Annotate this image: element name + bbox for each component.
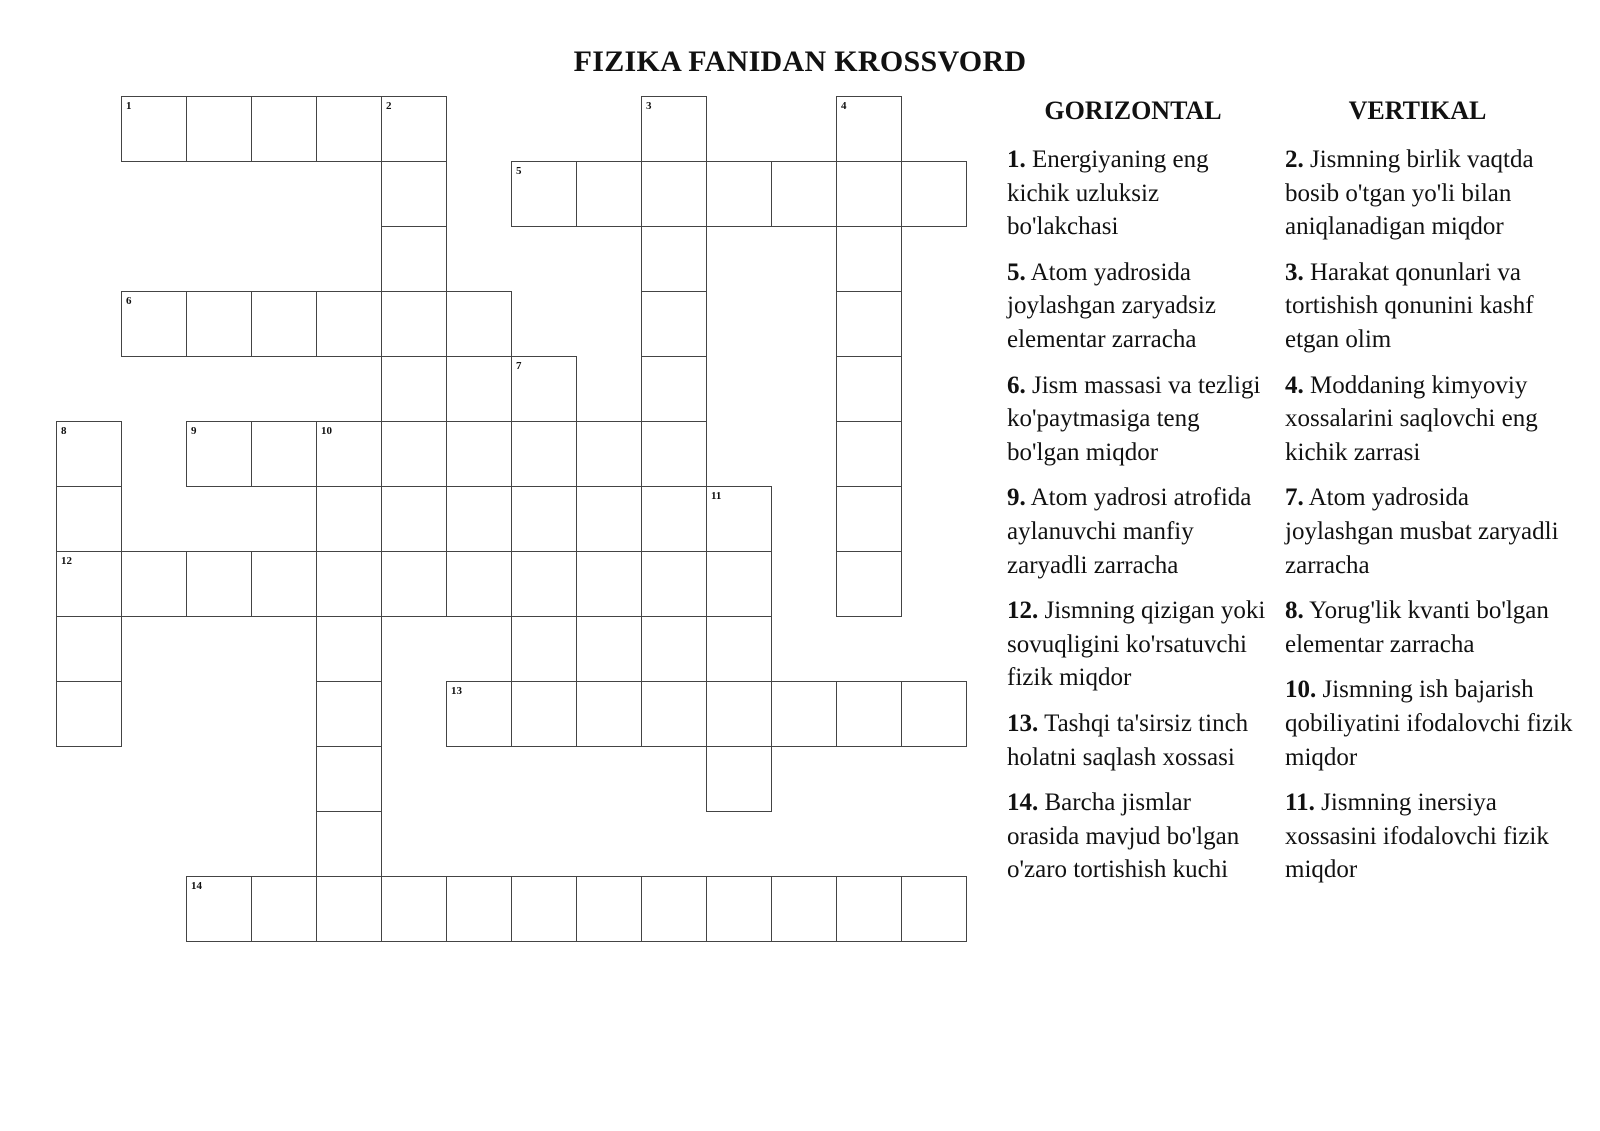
- grid-cell[interactable]: [771, 161, 837, 227]
- grid-cell[interactable]: [641, 161, 707, 227]
- grid-cell[interactable]: [641, 356, 707, 422]
- grid-cell[interactable]: [706, 161, 772, 227]
- cell-number: 2: [386, 100, 392, 112]
- grid-cell[interactable]: [251, 421, 317, 487]
- grid-cell[interactable]: [186, 96, 252, 162]
- cell-number: 9: [191, 425, 197, 437]
- across-clue: [1007, 786, 1269, 887]
- grid-cell[interactable]: [576, 486, 642, 552]
- grid-cell[interactable]: [511, 681, 577, 747]
- grid-cell[interactable]: [576, 616, 642, 682]
- grid-cell[interactable]: [381, 551, 447, 617]
- grid-cell[interactable]: [706, 616, 772, 682]
- clue-text: Atom yadrosida joylashgan zaryadsiz elementar zarracha: [1007, 258, 1216, 353]
- grid-cell[interactable]: [446, 356, 512, 422]
- grid-cell[interactable]: [446, 291, 512, 357]
- cell-number: 5: [516, 165, 522, 177]
- grid-cell[interactable]: [836, 356, 902, 422]
- down-clue: [1285, 786, 1575, 887]
- grid-cell[interactable]: [641, 291, 707, 357]
- clue-text: Energiyaning eng kichik uzluksiz bo'lakchasi: [1007, 146, 1209, 241]
- grid-cell[interactable]: [316, 291, 382, 357]
- grid-cell[interactable]: [576, 421, 642, 487]
- grid-cell[interactable]: [381, 421, 447, 487]
- down-clue: [1285, 256, 1575, 357]
- down-clue: [1285, 369, 1575, 470]
- clue-text: Jism massasi va tezligi ko'paytmasiga teng bo'lgan miqdor: [1007, 371, 1261, 466]
- grid-cell[interactable]: [316, 681, 382, 747]
- page-title: FIZIKA FANIDAN KROSSVORD: [573, 45, 1027, 78]
- clue-text: Barcha jismlar orasida mavjud bo'lgan o'zaro tortishish kuchi: [1007, 789, 1240, 884]
- grid-cell[interactable]: [121, 551, 187, 617]
- grid-cell[interactable]: [381, 356, 447, 422]
- grid-cell[interactable]: [381, 291, 447, 357]
- grid-cell[interactable]: [446, 421, 512, 487]
- clue-text: Moddaning kimyoviy xossalarini saqlovchi eng kichik zarrasi: [1285, 371, 1538, 466]
- grid-cell[interactable]: [836, 226, 902, 292]
- across-clue: [1007, 369, 1269, 470]
- grid-cell[interactable]: [576, 681, 642, 747]
- grid-cell[interactable]: [901, 161, 967, 227]
- grid-cell[interactable]: [511, 551, 577, 617]
- grid-cell[interactable]: [446, 876, 512, 942]
- grid-cell[interactable]: [771, 876, 837, 942]
- cell-number: 3: [646, 100, 652, 112]
- clue-number: 8.: [1285, 597, 1304, 625]
- clue-text: Jismning inersiya xossasini ifodalovchi fizik miqdor: [1285, 789, 1549, 884]
- cell-number: 4: [841, 100, 847, 112]
- grid-cell[interactable]: [316, 616, 382, 682]
- grid-cell[interactable]: [381, 486, 447, 552]
- grid-cell[interactable]: [706, 876, 772, 942]
- clue-text: Jismning birlik vaqtda bosib o'tgan yo'li bilan aniqlanadigan miqdor: [1285, 146, 1534, 241]
- grid-cell[interactable]: [251, 876, 317, 942]
- down-heading: VERTIKAL: [1348, 96, 1487, 125]
- grid-cell[interactable]: [641, 96, 707, 162]
- cell-number: 10: [321, 425, 332, 437]
- grid-cell[interactable]: [186, 551, 252, 617]
- grid-cell[interactable]: [56, 681, 122, 747]
- clue-text: Jismning qizigan yoki sovuqligini ko'rsatuvchi fizik miqdor: [1007, 597, 1266, 692]
- grid-cell[interactable]: [381, 96, 447, 162]
- down-clue-list: [1285, 143, 1575, 899]
- across-clue: [1007, 481, 1269, 582]
- cell-number: 7: [516, 360, 522, 372]
- grid-cell[interactable]: [316, 421, 382, 487]
- clue-number: 12.: [1007, 597, 1039, 625]
- grid-cell[interactable]: [121, 96, 187, 162]
- clue-number: 7.: [1285, 484, 1304, 512]
- grid-cell[interactable]: [56, 486, 122, 552]
- cell-number: 8: [61, 425, 67, 437]
- grid-cell[interactable]: [316, 96, 382, 162]
- grid-cell[interactable]: [446, 551, 512, 617]
- grid-cell[interactable]: [836, 161, 902, 227]
- clue-text: Harakat qonunlari va tortishish qonunini kashf etgan olim: [1285, 258, 1534, 353]
- grid-cell[interactable]: [576, 551, 642, 617]
- grid-cell[interactable]: [576, 161, 642, 227]
- grid-cell[interactable]: [511, 616, 577, 682]
- grid-cell[interactable]: [446, 681, 512, 747]
- cell-number: 1: [126, 100, 132, 112]
- across-clue: [1007, 594, 1269, 695]
- grid-cell[interactable]: [316, 876, 382, 942]
- grid-cell[interactable]: [706, 551, 772, 617]
- grid-cell[interactable]: [836, 876, 902, 942]
- grid-cell[interactable]: [836, 291, 902, 357]
- down-clue: [1285, 143, 1575, 244]
- grid-cell[interactable]: [251, 96, 317, 162]
- grid-cell[interactable]: [836, 421, 902, 487]
- clue-text: Atom yadrosida joylashgan musbat zaryadli zarracha: [1285, 484, 1559, 579]
- grid-cell[interactable]: [121, 291, 187, 357]
- grid-cell[interactable]: [56, 551, 122, 617]
- grid-cell[interactable]: [186, 421, 252, 487]
- clue-number: 14.: [1007, 789, 1039, 817]
- clue-number: 2.: [1285, 146, 1304, 173]
- down-clue: [1285, 673, 1575, 774]
- grid-cell[interactable]: [836, 551, 902, 617]
- down-clue: [1285, 594, 1575, 661]
- across-clue: [1007, 256, 1269, 357]
- down-clue: [1285, 481, 1575, 582]
- clue-number: 1.: [1007, 146, 1026, 173]
- grid-cell[interactable]: [641, 226, 707, 292]
- grid-cell[interactable]: [446, 486, 512, 552]
- cell-number: 14: [191, 880, 202, 892]
- clue-number: 9.: [1007, 484, 1026, 512]
- grid-cell[interactable]: [576, 876, 642, 942]
- grid-cell[interactable]: [901, 876, 967, 942]
- clue-number: 4.: [1285, 371, 1304, 399]
- grid-cell[interactable]: [901, 681, 967, 747]
- grid-cell[interactable]: [836, 681, 902, 747]
- grid-cell[interactable]: [381, 876, 447, 942]
- grid-cell[interactable]: [641, 876, 707, 942]
- grid-cell[interactable]: [641, 551, 707, 617]
- clue-number: 6.: [1007, 371, 1026, 399]
- grid-cell[interactable]: [186, 291, 252, 357]
- clue-text: Jismning ish bajarish qobiliyatini ifodalovchi fizik miqdor: [1285, 676, 1573, 771]
- grid-cell[interactable]: [251, 551, 317, 617]
- grid-cell[interactable]: [771, 681, 837, 747]
- grid-cell[interactable]: [511, 356, 577, 422]
- clue-number: 3.: [1285, 258, 1304, 286]
- grid-cell[interactable]: [511, 161, 577, 227]
- clue-text: Atom yadrosi atrofida aylanuvchi manfiy zaryadli zarracha: [1007, 484, 1252, 579]
- grid-cell[interactable]: [316, 551, 382, 617]
- across-clue: [1007, 143, 1269, 244]
- grid-cell[interactable]: [381, 161, 447, 227]
- grid-cell[interactable]: [251, 291, 317, 357]
- grid-cell[interactable]: [511, 421, 577, 487]
- grid-cell[interactable]: [56, 421, 122, 487]
- grid-cell[interactable]: [316, 811, 382, 877]
- clue-number: 10.: [1285, 676, 1317, 704]
- grid-cell[interactable]: [641, 421, 707, 487]
- grid-cell[interactable]: [706, 681, 772, 747]
- clue-text: Yorug'lik kvanti bo'lgan elementar zarracha: [1285, 597, 1549, 658]
- clue-number: 5.: [1007, 258, 1026, 286]
- grid-cell[interactable]: [641, 681, 707, 747]
- cell-number: 6: [126, 295, 132, 307]
- clue-text: Tashqi ta'sirsiz tinch holatni saqlash xossasi: [1007, 709, 1249, 771]
- across-heading: GORIZONTAL: [1044, 96, 1222, 125]
- clue-number: 11.: [1285, 789, 1315, 817]
- across-clue-list: [1007, 143, 1269, 899]
- grid-cell[interactable]: [511, 876, 577, 942]
- cell-number: 13: [451, 685, 462, 697]
- cell-number: 11: [711, 490, 722, 502]
- cell-number: 12: [61, 555, 72, 567]
- grid-cell[interactable]: [706, 486, 772, 552]
- grid-cell[interactable]: [836, 96, 902, 162]
- grid-cell[interactable]: [316, 486, 382, 552]
- grid-cell[interactable]: [186, 876, 252, 942]
- clue-number: 13.: [1007, 709, 1039, 737]
- grid-cell[interactable]: [381, 226, 447, 292]
- grid-cell[interactable]: [836, 486, 902, 552]
- grid-cell[interactable]: [706, 746, 772, 812]
- across-clue: [1007, 707, 1269, 774]
- grid-cell[interactable]: [316, 746, 382, 812]
- grid-cell[interactable]: [56, 616, 122, 682]
- grid-cell[interactable]: [511, 486, 577, 552]
